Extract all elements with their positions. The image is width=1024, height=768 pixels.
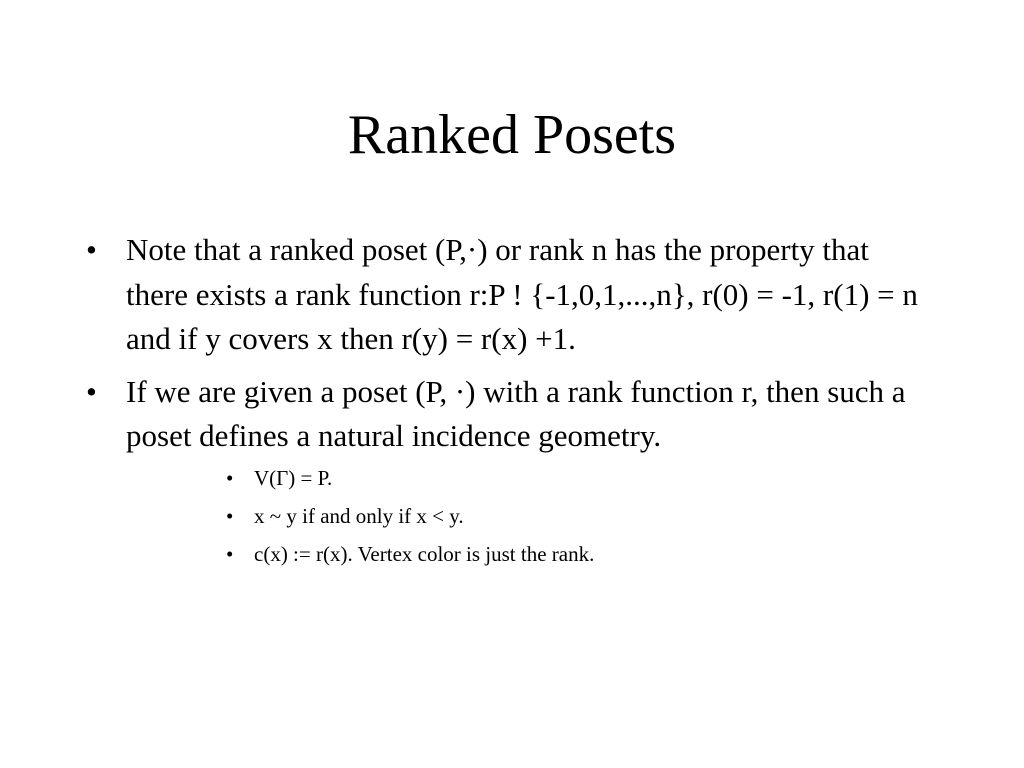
sub-bullet-marker: • <box>226 465 234 490</box>
sub-bullet-vertex-set <box>226 465 926 491</box>
bullet-marker: • <box>86 373 97 409</box>
sub-bullet-marker: • <box>226 541 234 566</box>
bullet-incidence-geometry <box>86 370 926 567</box>
sub-bullet-text: V(Γ) = P. <box>254 465 333 490</box>
bullet-text: Note that a ranked poset (P,·) or rank n has the property that there exists a rank function r:P ! {-1,0,1,...,n}, r(0) = -1, r(1) = n and if y covers x then r(y) = r(x) +1. <box>126 232 918 356</box>
slide-title: Ranked Posets <box>347 104 677 166</box>
bullet-marker: • <box>86 232 97 267</box>
sub-bullet-text: c(x) := r(x). Vertex color is just the rank. <box>254 541 595 566</box>
bullet-text: If we are given a poset (P, ·) with a rank function r, then such a poset defines a natural incidence geometry. <box>126 373 906 453</box>
slide-body <box>86 228 926 579</box>
sub-bullet-text: x ~ y if and only if x < y. <box>254 503 464 528</box>
sub-bullet-adjacency <box>226 503 926 529</box>
sub-bullet-marker: • <box>226 503 234 528</box>
bullet-ranked-poset-definition <box>86 228 926 362</box>
bullet-list <box>86 228 926 567</box>
sub-bullet-list <box>126 465 926 567</box>
sub-bullet-vertex-color <box>226 541 926 567</box>
